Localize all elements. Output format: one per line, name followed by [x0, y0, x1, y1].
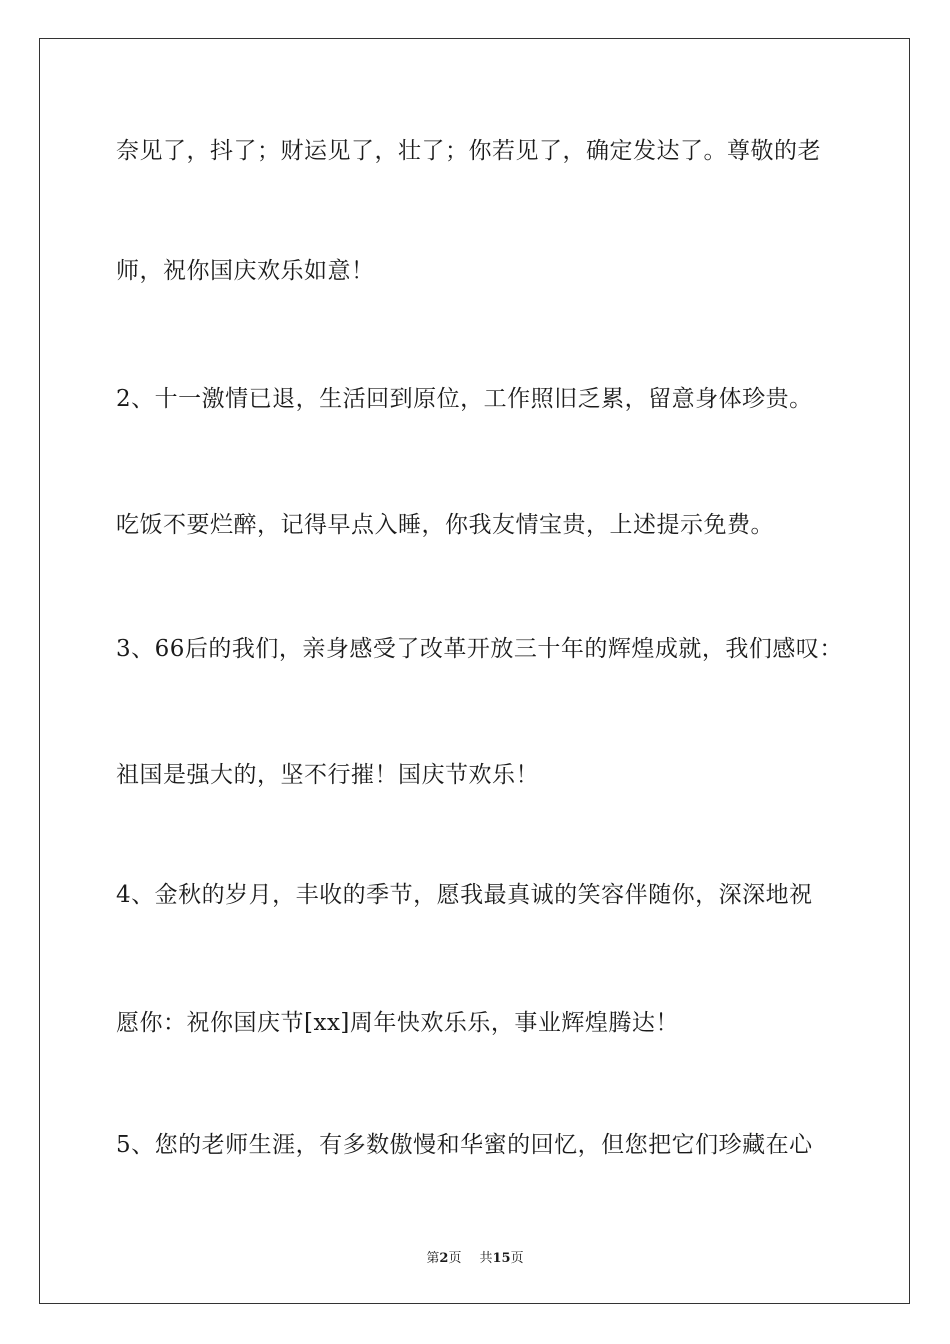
- text-line: 祖国是强大的，坚不行摧！国庆节欢乐！: [116, 762, 539, 788]
- page-total: 15: [492, 1251, 511, 1266]
- page-prefix: 第: [426, 1251, 440, 1266]
- text-line: 师，祝你国庆欢乐如意！: [116, 258, 375, 284]
- text-line: 4、金秋的岁月，丰收的季节，愿我最真诚的笑容伴随你，深深地祝: [116, 882, 813, 908]
- text-line: 愿你：祝你国庆节[xx]周年快欢乐乐，事业辉煌腾达！: [116, 1010, 679, 1036]
- total-unit: 页: [510, 1251, 524, 1266]
- total-prefix: 共: [479, 1251, 493, 1266]
- page-footer: [0, 1247, 950, 1266]
- page-current: 2: [439, 1251, 449, 1266]
- text-line: 5、您的老师生涯，有多数傲慢和华蜜的回忆，但您把它们珍藏在心: [116, 1132, 813, 1158]
- text-line: 2、十一激情已退，生活回到原位，工作照旧乏累，留意身体珍贵。: [116, 386, 813, 412]
- text-line: 奈见了，抖了；财运见了，壮了；你若见了，确定发达了。尊敬的老: [116, 138, 821, 164]
- page-unit: 页: [448, 1251, 462, 1266]
- text-line: 吃饭不要烂醉，记得早点入睡，你我友情宝贵，上述提示免费。: [116, 512, 774, 538]
- text-line: 3、66后的我们，亲身感受了改革开放三十年的辉煌成就，我们感叹：: [116, 636, 843, 662]
